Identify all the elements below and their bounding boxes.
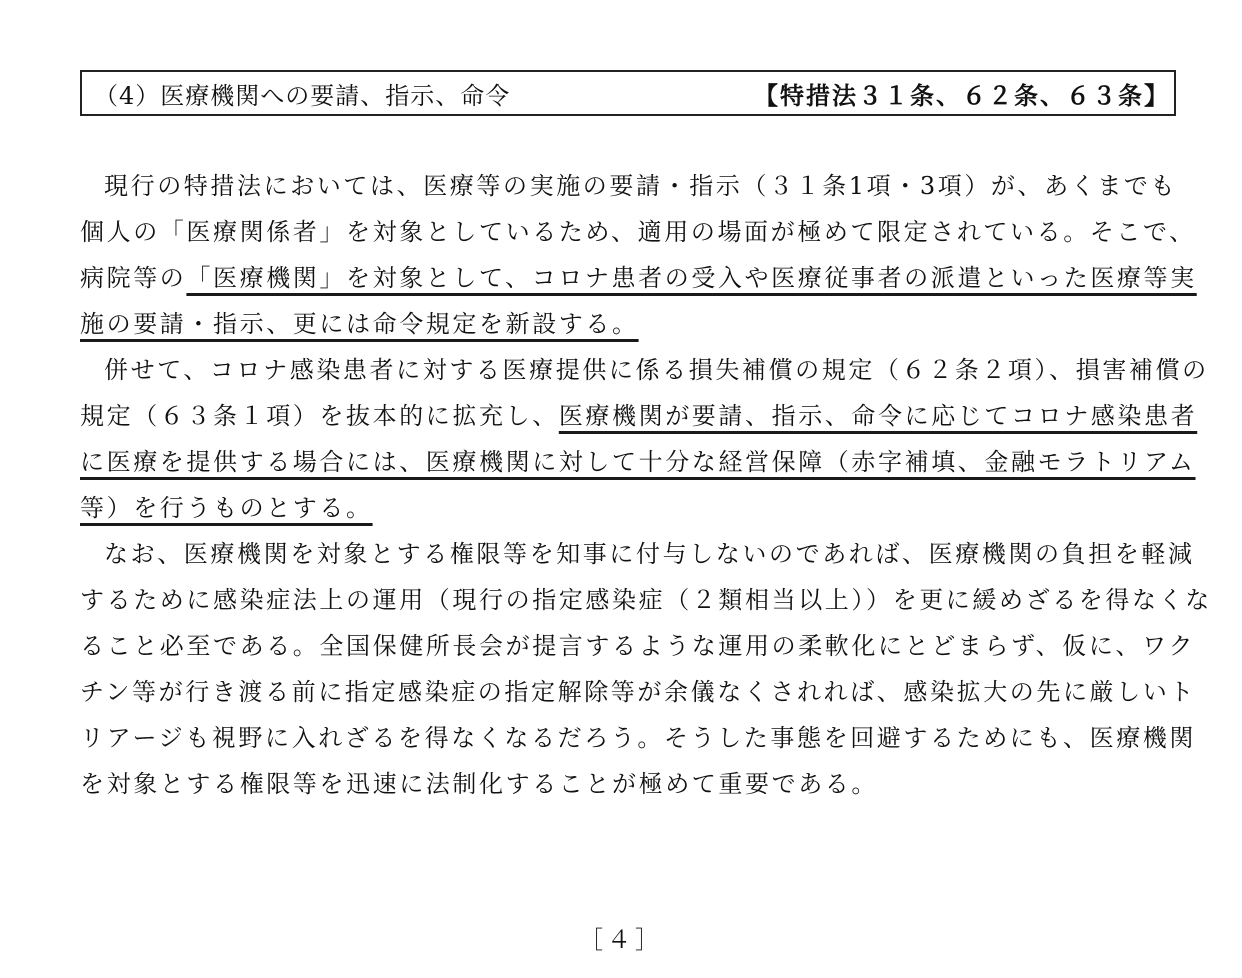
paragraph	[80, 347, 1209, 531]
text-segment: ること必至である。全国保健所長会が提言するような運用の柔軟化にとどまらず、仮に、ワク	[80, 632, 1196, 660]
text-segment: するために感染症法上の運用（現行の指定感染症（２類相当以上））を更に緩めざるを得なくな	[80, 586, 1212, 614]
underlined-text: 「医療機関」を対象として、コロナ患者の受入や医療従事者の派遣といった医療等実	[186, 264, 1197, 292]
text-line	[80, 761, 1180, 807]
text-segment: 個人の「医療関係者」を対象としているため、適用の場面が極めて限定されている。そこで、	[80, 218, 1196, 246]
text-line	[80, 485, 1180, 531]
section-title: （4）医療機関への要請、指示、命令	[94, 81, 511, 110]
text-line	[80, 209, 1196, 255]
text-line	[80, 255, 1197, 301]
law-reference: 【特措法３１条、６２条、６３条】	[754, 80, 1170, 110]
paragraph	[80, 163, 1197, 347]
page-number: ［４］	[579, 926, 663, 954]
text-segment: 規定（６３条１項）を抜本的に拡充し、	[80, 402, 559, 430]
body-text	[80, 163, 1212, 807]
text-segment: リアージも視野に入れざるを得なくなるだろう。そうした事態を回避するためにも、医療機関	[80, 724, 1196, 752]
text-line	[80, 577, 1212, 623]
text-segment: 併せて、コロナ感染患者に対する医療提供に係る損失補償の規定（６２条２項）、損害補償の	[104, 356, 1209, 384]
underlined-text: に医療を提供する場合には、医療機関に対して十分な経営保障（赤字補填、金融モラトリアム	[80, 448, 1196, 476]
text-segment: 現行の特措法においては、医療等の実施の要請・指示（３１条1項・3項）が、あくまでも	[104, 172, 1178, 200]
underlined-text: 施の要請・指示、更には命令規定を新設する。	[80, 310, 639, 338]
text-line	[80, 347, 1209, 393]
text-line	[80, 715, 1196, 761]
text-segment: チン等が行き渡る前に指定感染症の指定解除等が余儀なくされれば、感染拡大の先に厳しいト	[80, 678, 1196, 706]
underlined-text: 医療機関が要請、指示、命令に応じてコロナ感染患者	[558, 402, 1198, 430]
text-segment: なお、医療機関を対象とする権限等を知事に付与しないのであれば、医療機関の負担を軽減	[104, 540, 1195, 568]
paragraph	[80, 531, 1212, 807]
text-line	[80, 301, 1180, 347]
text-line	[80, 623, 1196, 669]
text-line	[80, 439, 1196, 485]
text-line	[80, 163, 1180, 209]
underlined-text: 等）を行うものとする。	[80, 494, 373, 522]
text-line	[80, 669, 1196, 715]
text-segment: 病院等の	[80, 264, 187, 292]
text-line	[80, 393, 1198, 439]
text-segment: を対象とする権限等を迅速に法制化することが極めて重要である。	[80, 770, 878, 798]
text-line	[80, 531, 1195, 577]
section-header-box	[80, 70, 1176, 116]
